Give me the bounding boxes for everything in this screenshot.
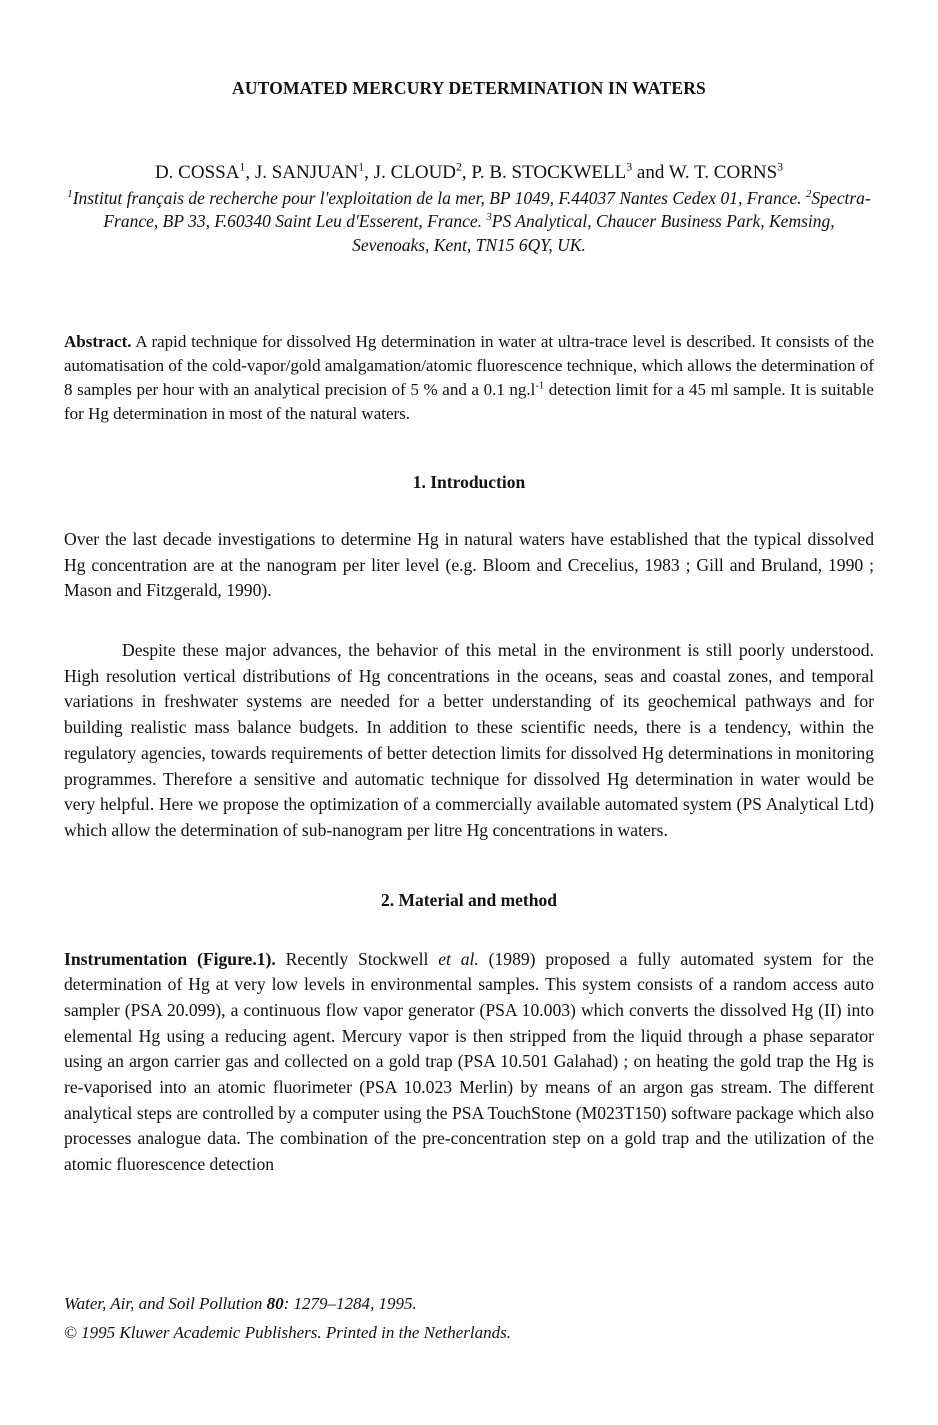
footer-copyright-line: © 1995 Kluwer Academic Publishers. Printed in the Netherlands. <box>64 1323 512 1343</box>
page-footer <box>64 1290 874 1346</box>
paragraph-method-1: Instrumentation (Figure.1). Recently Stockwell et al. (1989) proposed a fully automated system for the determination of Hg at very low levels in environmental samples. This system consists of a random access auto sampler (PSA 20.099), a continuous flow vapor generator (PSA 10.003) which converts the dissolved Hg (II) into elemental Hg using a reducing agent. Mercury vapor is then stripped from the liquid through a phase separator using an argon carrier gas and collected on a gold trap (PSA 10.501 Galahad) ; on heating the gold trap the Hg is re-vaporised into an atomic fluorimeter (PSA 10.023 Merlin) by means of an argon gas stream. The different analytical steps are controlled by a computer using the PSA TouchStone (M023T150) software package which also processes analogue data. The combination of the pre-concentration step on a gold trap and the utilization of the atomic fluorescence detection <box>64 948 874 1174</box>
paragraph-intro-1: Over the last decade investigations to determine Hg in natural waters have established that the typical dissolved Hg concentration are at the nanogram per liter level (e.g. Bloom and Crecelius, 1983 ; Gill and Bruland, 1990 ; Mason and Fitzgerald, 1990). <box>64 529 874 601</box>
abstract <box>64 330 874 427</box>
paper-content <box>64 78 874 1178</box>
abstract-text: A rapid technique for dissolved Hg determination in water at ultra-trace level is described. It consists of the automatisation of the cold-vapor/gold amalgamation/atomic fluorescence technique, which allows the determination of 8 samples per hour with an analytical precision of 5 % and a 0.1 $ng.l^{-1}$ detection limit for a 45 ml sample. It is suitable for Hg determination in most of the natural waters. <box>64 331 874 423</box>
section-heading-introduction: 1. Introduction <box>412 472 526 493</box>
section-heading-material-and-method: 2. Material and method <box>381 889 557 910</box>
footer-journal-line: Water, Air, and Soil Pollution 80: 1279–1284, 1995. <box>64 1294 417 1313</box>
page-title: AUTOMATED MERCURY DETERMINATION IN WATERS <box>232 78 706 98</box>
abstract-label: Abstract. <box>64 331 132 351</box>
paragraph-intro-2: Despite these major advances, the behavior of this metal in the environment is still poorly understood. High resolution vertical distributions of Hg concentrations in the oceans, seas and coastal zones, and temporal variations in freshwater systems are needed for a better understanding of its geochemical pathways and for building realistic mass balance budgets. In addition to these scientific needs, there is a tendency, within the regulatory agencies, towards requirements of better detection limits for dissolved Hg determinations in monitoring programmes. Therefore a sensitive and automatic technique for dissolved Hg determination in water would be very helpful. Here we propose the optimization of a commercially available automated system (PS Analytical Ltd) which allow the determination of sub-nanogram per litre Hg concentrations in waters. <box>64 640 874 840</box>
affiliations: $^1$Institut français de recherche pour l'exploitation de la mer, BP 1049, F.44037 Nantes Cedex 01, France. $^2$Spectra-France, BP 33, F.60340 Saint Leu d'Esserent, France. $^3$PS Analytical, Chaucer Business Park, Kemsing, Sevenoaks, Kent, TN15 6QY, UK. <box>67 187 871 255</box>
author-list: D. COSSA$^1$, J. SANJUAN$^1$, J. CLOUD$^2$, P. B. STOCKWELL$^3$ and W. T. CORNS$^3$ <box>154 160 784 183</box>
